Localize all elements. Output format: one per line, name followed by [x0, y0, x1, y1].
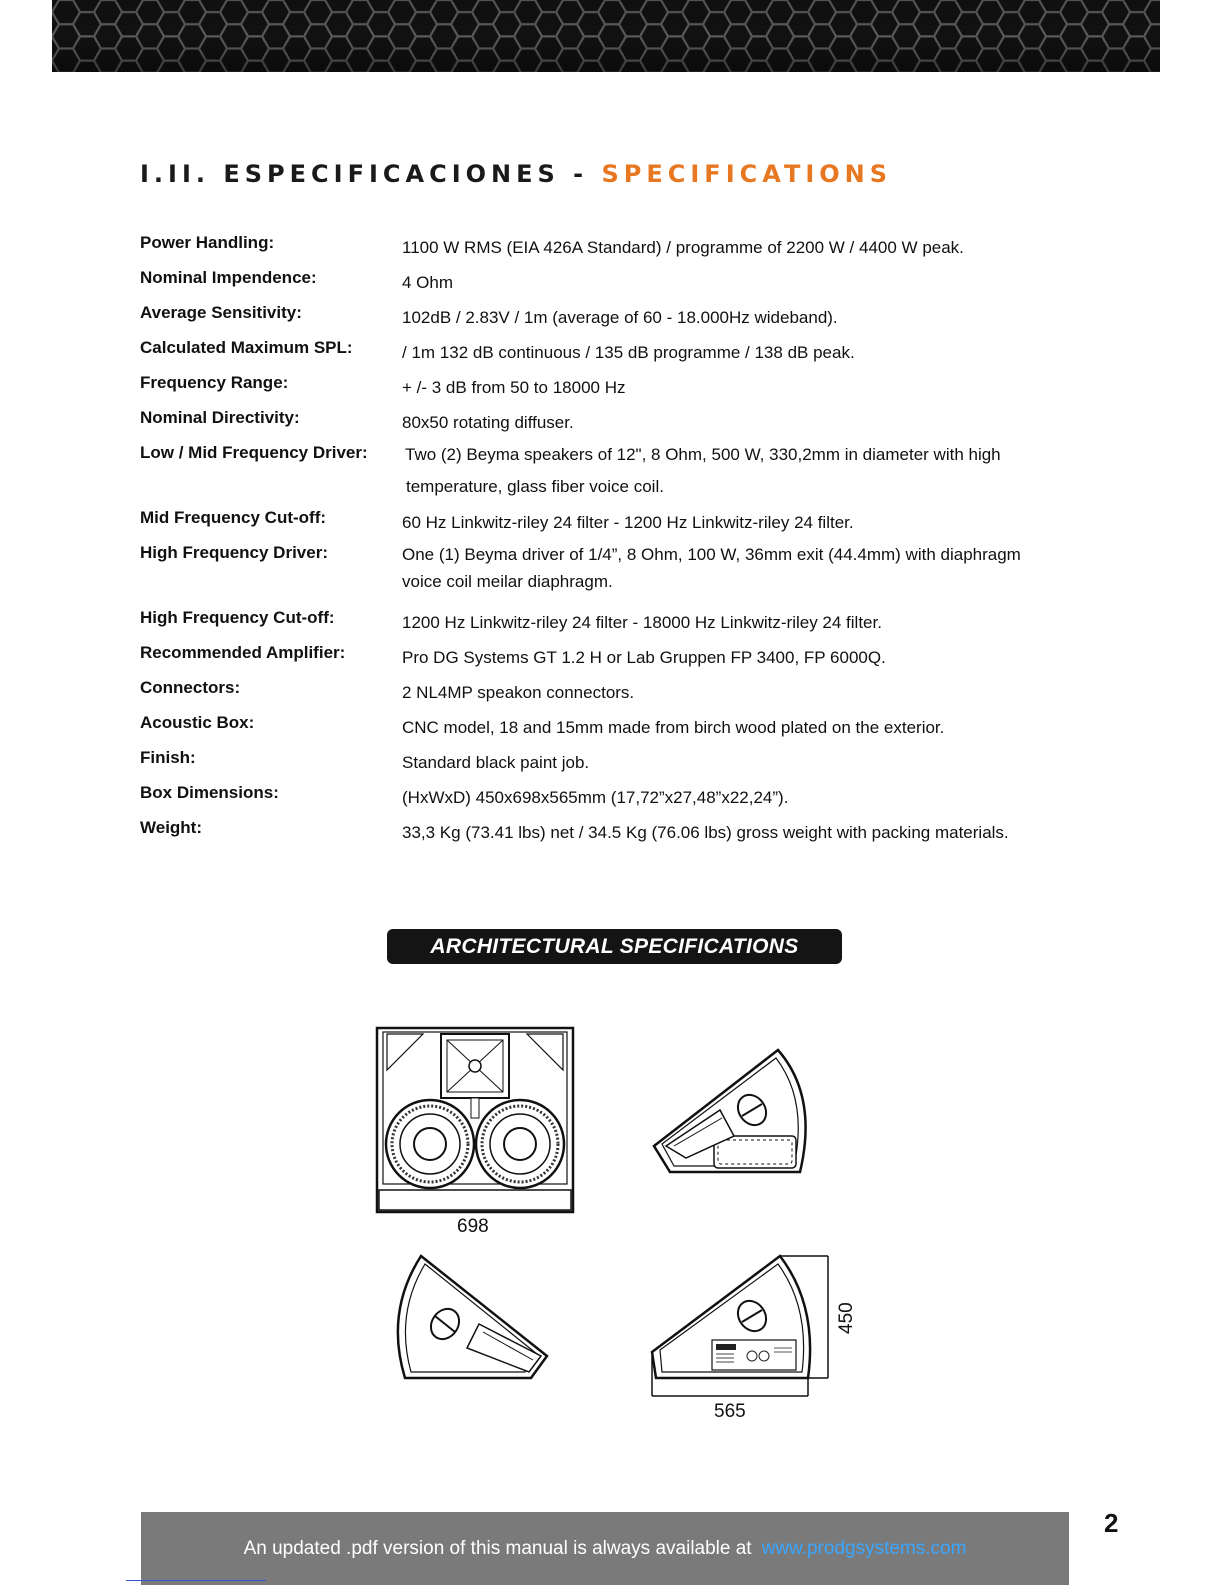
spec-row [140, 707, 1100, 742]
spec-value-line: temperature, glass fiber voice coil. [406, 477, 664, 496]
section-title [140, 160, 892, 188]
spec-value: 80x50 rotating diffuser. [402, 413, 574, 432]
front-view-drawing [375, 1026, 575, 1214]
spec-label: Calculated Maximum SPL: [140, 338, 353, 357]
spec-value: Standard black paint job. [402, 753, 590, 772]
spec-label: Box Dimensions: [140, 783, 279, 802]
spec-row [140, 502, 1100, 537]
section-title-main: I.II. ESPECIFICACIONES - [140, 160, 602, 188]
spec-value: 4 Ohm [402, 273, 454, 292]
spec-label: Average Sensitivity: [140, 303, 302, 322]
page-number: 2 [1104, 1508, 1119, 1538]
spec-row [140, 672, 1100, 707]
spec-row [140, 537, 1100, 602]
spec-row [140, 602, 1100, 637]
spec-label: Recommended Amplifier: [140, 643, 346, 662]
footer-text: An updated .pdf version of this manual is always available at [243, 1537, 752, 1559]
spec-value: 60 Hz Linkwitz-riley 24 filter - 1200 Hz Linkwitz-riley 24 filter. [402, 513, 854, 532]
depth-dimension-label: 565 [714, 1401, 746, 1422]
spec-value: CNC model, 18 and 15mm made from birch wood plated on the exterior. [402, 718, 945, 737]
spec-row [140, 437, 1100, 502]
spec-row [140, 402, 1100, 437]
side-view-dimensioned-drawing [648, 1252, 833, 1402]
spec-value: 102dB / 2.83V / 1m (average of 60 - 18.000Hz wideband). [402, 308, 838, 327]
footer-bar [141, 1512, 1069, 1585]
spec-value-line: One (1) Beyma driver of 1/4”, 8 Ohm, 100 W, 36mm exit (44.4mm) with diaphragm [402, 545, 1021, 564]
spec-value: + /- 3 dB from 50 to 18000 Hz [402, 378, 626, 397]
spec-label: Nominal Directivity: [140, 408, 300, 427]
spec-row [140, 332, 1100, 367]
height-dimension-label: 450 [836, 1302, 857, 1334]
spec-value [402, 437, 1100, 498]
spec-value: (HxWxD) 450x698x565mm (17,72”x27,48”x22,24”). [402, 788, 789, 807]
spec-label: Connectors: [140, 678, 241, 697]
width-dimension-label: 698 [457, 1216, 489, 1237]
section-title-accent: SPECIFICATIONS [601, 160, 893, 188]
spec-row [140, 227, 1100, 262]
spec-row [140, 262, 1100, 297]
spec-value-line: Two (2) Beyma speakers of 12", 8 Ohm, 500 W, 330,2mm in diameter with high [405, 445, 1001, 464]
spec-label: Low / Mid Frequency Driver: [140, 443, 368, 462]
header-banner [52, 0, 1160, 72]
spec-value: 33,3 Kg (73.41 lbs) net / 34.5 Kg (76.06 lbs) gross weight with packing materials. [402, 823, 1009, 842]
website-link[interactable]: www.prodgsystems.com [761, 1537, 967, 1559]
spec-label: Nominal Impendence: [140, 268, 317, 287]
spec-value: / 1m 132 dB continuous / 135 dB programme / 138 dB peak. [402, 343, 855, 362]
spec-label: High Frequency Driver: [140, 543, 328, 562]
spec-row [140, 812, 1100, 847]
spec-value: 2 NL4MP speakon connectors. [402, 683, 635, 702]
spec-label: Weight: [140, 818, 203, 837]
spec-value-line: voice coil meilar diaphragm. [402, 572, 613, 591]
side-view-bottom-left-drawing [391, 1252, 551, 1382]
spec-value: 1100 W RMS (EIA 426A Standard) / programme of 2200 W / 4400 W peak. [402, 238, 964, 257]
spec-value: 1200 Hz Linkwitz-riley 24 filter - 18000 Hz Linkwitz-riley 24 filter. [402, 613, 882, 632]
spec-value [402, 537, 1100, 593]
architectural-specs-header: ARCHITECTURAL SPECIFICATIONS [387, 929, 842, 964]
footer-underline [126, 1580, 266, 1581]
specifications-list [140, 227, 1100, 847]
spec-row [140, 297, 1100, 332]
spec-label: Finish: [140, 748, 196, 767]
spec-label: High Frequency Cut-off: [140, 608, 335, 627]
spec-row [140, 777, 1100, 812]
side-view-top-drawing [650, 1046, 815, 1176]
spec-row [140, 742, 1100, 777]
spec-label: Power Handling: [140, 233, 275, 252]
spec-label: Acoustic Box: [140, 713, 255, 732]
spec-label: Frequency Range: [140, 373, 289, 392]
spec-row [140, 637, 1100, 672]
spec-value: Pro DG Systems GT 1.2 H or Lab Gruppen FP 3400, FP 6000Q. [402, 648, 886, 667]
spec-row [140, 367, 1100, 402]
spec-label: Mid Frequency Cut-off: [140, 508, 327, 527]
